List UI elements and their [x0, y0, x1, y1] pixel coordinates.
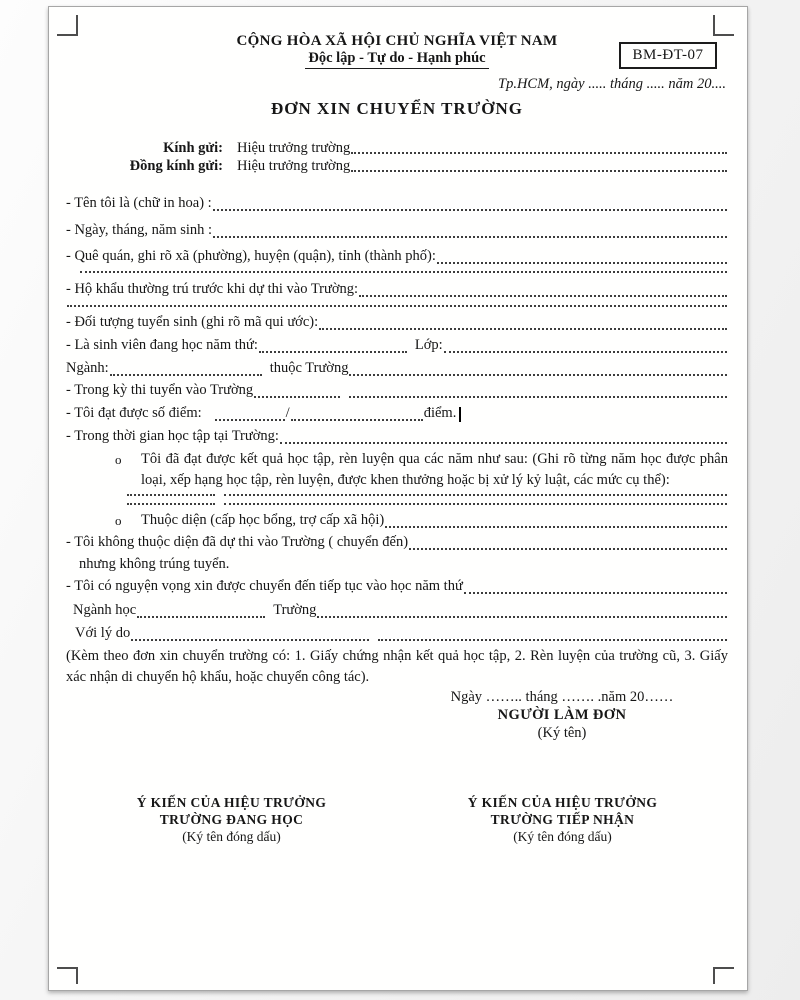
field-admission-target: - Đối tượng tuyển sinh (ghi rõ mã qui ước): — [66, 312, 728, 333]
bullet-marker: o — [115, 452, 122, 467]
document-title: ĐƠN XIN CHUYỂN TRƯỜNG — [271, 99, 523, 118]
field-name: - Tên tôi là (chữ in hoa) : — [66, 193, 728, 214]
signature-note: (Ký tên) — [537, 725, 587, 741]
salutation-cc — [66, 157, 728, 175]
document-content — [66, 7, 728, 845]
approval-receiving-school: Ý KIẾN CỦA HIỆU TRƯỞNG TRƯỜNG TIẾP NHẬN (Ký tên đóng dấu) — [467, 795, 658, 844]
bullet-results: o Tôi đã đạt được kết quả học tập, rèn luyện qua các năm như sau: (Ghi rõ từng năm học được phân loại, xếp hạng học tập, rèn luyện, được khen thưởng hoặc bị xử lý kỷ luật, các mức cụ thể): — [66, 449, 728, 491]
text-cursor — [459, 407, 461, 422]
field-student-year: - Là sinh viên đang học năm thứ: Lớp: — [66, 335, 728, 356]
blank-results-2b[interactable] — [224, 503, 727, 505]
field-study-period: - Trong thời gian học tập tại Trường: — [66, 426, 728, 447]
blank-reason-1[interactable] — [131, 639, 369, 641]
blank-score-total[interactable] — [291, 419, 423, 421]
field-residence-continued — [66, 305, 728, 310]
field-hometown: - Quê quán, ghi rõ xã (phường), huyện (quận), tỉnh (thành phố): — [66, 246, 728, 267]
blank-results-1b[interactable] — [224, 494, 727, 496]
national-motto-line1: CỘNG HÒA XÃ HỘI CHỦ NGHĨA VIỆT NAM — [236, 33, 558, 49]
form-code-badge: BM-ĐT-07 — [619, 42, 717, 69]
blank-wish-major[interactable] — [137, 616, 265, 618]
blank-wish-year[interactable] — [464, 592, 727, 594]
field-exam-session: - Trong kỳ thi tuyển vào Trường — [66, 380, 728, 401]
blank-results-2a[interactable] — [127, 503, 215, 505]
blank-wish-school[interactable] — [317, 616, 727, 618]
blank-school-cc[interactable] — [351, 170, 727, 172]
blank-target[interactable] — [319, 328, 727, 330]
bullet-welfare: o Thuộc diện (cấp học bổng, trợ cấp xã hội) — [66, 510, 728, 531]
blank-major[interactable] — [110, 374, 262, 376]
blank-residence-2[interactable] — [67, 305, 727, 307]
attachments-note: (Kèm theo đơn xin chuyển trường có: 1. Giấy chứng nhận kết quả học tập, 2. Rèn luyện của trường cũ, 3. Giấy xác nhận di chuyển hộ khẩu, hoặc chuyển công tác). — [66, 648, 728, 685]
results-blank-line-2 — [66, 503, 728, 508]
statement-wish: - Tôi có nguyện vọng xin được chuyển đến tiếp tục vào học năm thứ — [66, 576, 728, 597]
blank-hometown-2[interactable] — [80, 271, 727, 273]
blank-year[interactable] — [259, 351, 407, 353]
blank-exam-1[interactable] — [254, 396, 340, 398]
results-blank-line-1 — [66, 494, 728, 499]
place-date-line: Tp.HCM, ngày ..... tháng ..... năm 20.... — [498, 76, 726, 92]
salutation-to-label: Kính gửi: — [163, 140, 223, 156]
blank-score-achieved[interactable] — [215, 419, 285, 421]
field-hometown-continued — [66, 271, 728, 276]
approvals-section — [66, 794, 728, 845]
blank-major-school[interactable] — [349, 374, 727, 376]
field-score: - Tôi đạt được số điểm: / điểm. — [66, 403, 728, 424]
text-boundary-mark-bottom-right — [713, 967, 734, 984]
blank-exam-2[interactable] — [349, 396, 727, 398]
bullet-marker: o — [115, 513, 122, 528]
blank-results-1a[interactable] — [127, 494, 215, 496]
blank-reason-2[interactable] — [378, 639, 727, 641]
blank-welfare[interactable] — [385, 526, 727, 528]
approval-current-school: Ý KIẾN CỦA HIỆU TRƯỞNG TRƯỜNG ĐANG HỌC (Ký tên đóng dấu) — [136, 795, 327, 844]
blank-name[interactable] — [213, 209, 727, 211]
statement-major-school: Ngành học Trường — [66, 600, 728, 621]
signature-role: NGƯỜI LÀM ĐƠN — [497, 707, 627, 723]
document-page[interactable] — [48, 6, 748, 991]
text-boundary-mark-bottom-left — [57, 967, 78, 984]
national-motto-line2: Độc lập - Tự do - Hạnh phúc — [66, 50, 728, 69]
signature-date-line: Ngày …….. tháng ……. .năm 20…… — [450, 689, 674, 705]
field-residence: - Hộ khẩu thường trú trước khi dự thi vào Trường: — [66, 279, 728, 300]
salutation-cc-label: Đồng kính gửi: — [129, 158, 223, 174]
signature-block — [396, 688, 728, 742]
blank-not-admitted[interactable] — [409, 548, 727, 550]
blank-hometown[interactable] — [437, 262, 727, 264]
statement-not-admitted-2: nhưng không trúng tuyển. — [79, 556, 230, 572]
blank-school-to[interactable] — [351, 152, 727, 154]
blank-residence[interactable] — [359, 295, 727, 297]
statement-not-admitted: - Tôi không thuộc diện đã dự thi vào Trường ( chuyển đến) — [66, 532, 728, 553]
salutation-to-text: Hiệu trưởng trường — [237, 140, 351, 156]
salutation-to — [66, 139, 728, 157]
field-dob: - Ngày, tháng, năm sinh : — [66, 220, 728, 241]
blank-class[interactable] — [444, 351, 727, 353]
blank-dob[interactable] — [213, 236, 727, 238]
field-major: Ngành: thuộc Trường — [66, 358, 728, 379]
statement-reason: Với lý do — [66, 623, 728, 644]
salutation-cc-text: Hiệu trưởng trường — [237, 158, 351, 174]
blank-period[interactable] — [280, 442, 727, 444]
